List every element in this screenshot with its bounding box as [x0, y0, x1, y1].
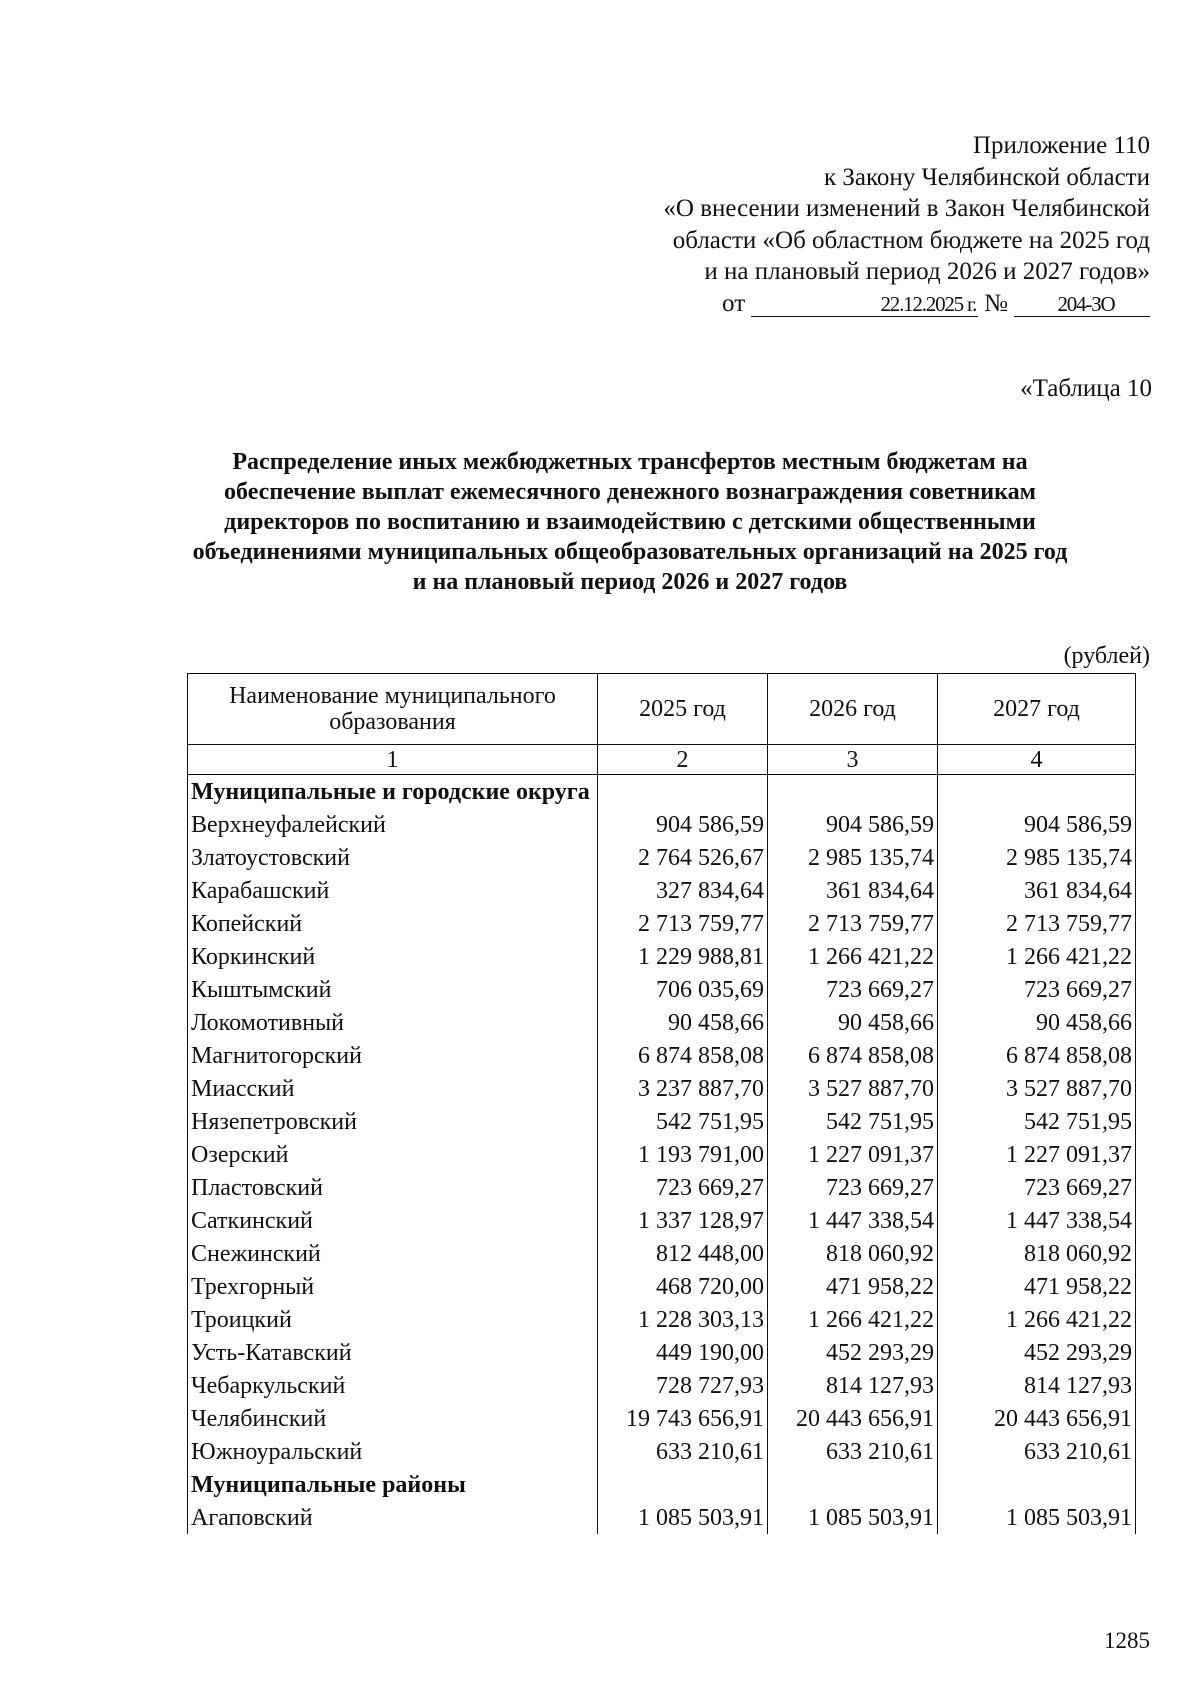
- municipality-name: Усть-Катавский: [188, 1336, 598, 1369]
- table-row: [188, 841, 1136, 874]
- law-date: 22.12.2025 г.: [751, 292, 978, 317]
- value-2027: 1 266 421,22: [938, 1303, 1136, 1336]
- value-2025: 2 713 759,77: [598, 907, 768, 940]
- value-2027: 904 586,59: [938, 808, 1136, 841]
- appendix-line: области «Об областном бюджете на 2025 год: [672, 226, 1150, 254]
- value-2026: 6 874 858,08: [768, 1039, 938, 1072]
- table-row: [188, 775, 1136, 809]
- municipality-name: Коркинский: [188, 940, 598, 973]
- municipality-name: Миасский: [188, 1072, 598, 1105]
- value-2027: 723 669,27: [938, 1171, 1136, 1204]
- municipality-name: Трехгорный: [188, 1270, 598, 1303]
- header-municipality: Наименование муниципального образования: [188, 674, 598, 745]
- value-2027: 633 210,61: [938, 1435, 1136, 1468]
- municipality-name: Карабашский: [188, 874, 598, 907]
- municipality-name: Магнитогорский: [188, 1039, 598, 1072]
- table-row: [188, 1303, 1136, 1336]
- municipality-name: Кыштымский: [188, 973, 598, 1006]
- table-row: [188, 1105, 1136, 1138]
- value-2026: 90 458,66: [768, 1006, 938, 1039]
- value-2027: 3 527 887,70: [938, 1072, 1136, 1105]
- units-label: (рублей): [1063, 643, 1150, 669]
- column-number: 2: [598, 745, 768, 775]
- value-2025: 449 190,00: [598, 1336, 768, 1369]
- table-row: [188, 1270, 1136, 1303]
- value-2026: 1 266 421,22: [768, 1303, 938, 1336]
- table-header-row: [188, 674, 1136, 745]
- value-2025: 6 874 858,08: [598, 1039, 768, 1072]
- value-2026: 20 443 656,91: [768, 1402, 938, 1435]
- municipality-name: Челябинский: [188, 1402, 598, 1435]
- value-2025: 90 458,66: [598, 1006, 768, 1039]
- value-2027: 452 293,29: [938, 1336, 1136, 1369]
- municipality-name: Чебаркульский: [188, 1369, 598, 1402]
- municipality-name: Озерский: [188, 1138, 598, 1171]
- value-2026: [768, 1468, 938, 1501]
- number-label: №: [984, 289, 1008, 317]
- value-2027: [938, 775, 1136, 809]
- value-2025: 3 237 887,70: [598, 1072, 768, 1105]
- value-2026: 1 085 503,91: [768, 1501, 938, 1534]
- municipality-name: Локомотивный: [188, 1006, 598, 1039]
- table-row: [188, 973, 1136, 1006]
- header-2025: 2025 год: [598, 674, 768, 745]
- value-2025: 904 586,59: [598, 808, 768, 841]
- table-body: [188, 775, 1136, 1535]
- title-line: директоров по воспитанию и взаимодействию с детскими общественными: [224, 509, 1036, 535]
- column-number: 3: [768, 745, 938, 775]
- value-2027: 2 713 759,77: [938, 907, 1136, 940]
- value-2027: 1 227 091,37: [938, 1138, 1136, 1171]
- value-2026: 1 447 338,54: [768, 1204, 938, 1237]
- value-2026: 3 527 887,70: [768, 1072, 938, 1105]
- municipality-name: Копейский: [188, 907, 598, 940]
- municipality-name: Троицкий: [188, 1303, 598, 1336]
- value-2027: 814 127,93: [938, 1369, 1136, 1402]
- value-2025: 633 210,61: [598, 1435, 768, 1468]
- table-row: [188, 1402, 1136, 1435]
- table-row: [188, 940, 1136, 973]
- table-row: [188, 1204, 1136, 1237]
- value-2027: 471 958,22: [938, 1270, 1136, 1303]
- column-number: 4: [938, 745, 1136, 775]
- value-2027: 6 874 858,08: [938, 1039, 1136, 1072]
- page-number: 1285: [1104, 1628, 1150, 1653]
- value-2026: 723 669,27: [768, 973, 938, 1006]
- title-line: объединениями муниципальных общеобразовательных организаций на 2025 год: [192, 539, 1068, 565]
- value-2025: [598, 1468, 768, 1501]
- municipality-name: Муниципальные и городские округа: [188, 775, 598, 809]
- table-row: [188, 1336, 1136, 1369]
- value-2027: 1 447 338,54: [938, 1204, 1136, 1237]
- value-2026: 1 227 091,37: [768, 1138, 938, 1171]
- value-2025: 1 085 503,91: [598, 1501, 768, 1534]
- value-2025: 1 229 988,81: [598, 940, 768, 973]
- table-row: [188, 1138, 1136, 1171]
- municipality-name: Пластовский: [188, 1171, 598, 1204]
- title-line: Распределение иных межбюджетных трансфертов местным бюджетам на: [232, 449, 1028, 475]
- value-2026: 542 751,95: [768, 1105, 938, 1138]
- transfers-table: [187, 673, 1136, 1534]
- law-number: 204-ЗО: [1014, 292, 1150, 317]
- value-2026: 361 834,64: [768, 874, 938, 907]
- municipality-name: Нязепетровский: [188, 1105, 598, 1138]
- appendix-line: к Закону Челябинской области: [824, 163, 1150, 191]
- value-2025: 542 751,95: [598, 1105, 768, 1138]
- value-2025: 728 727,93: [598, 1369, 768, 1402]
- table-row: [188, 1171, 1136, 1204]
- municipality-name: Муниципальные районы: [188, 1468, 598, 1501]
- value-2027: 2 985 135,74: [938, 841, 1136, 874]
- value-2027: [938, 1468, 1136, 1501]
- value-2026: [768, 775, 938, 809]
- municipality-name: Агаповский: [188, 1501, 598, 1534]
- municipality-name: Верхнеуфалейский: [188, 808, 598, 841]
- table-row: [188, 874, 1136, 907]
- table-row: [188, 1468, 1136, 1501]
- value-2026: 633 210,61: [768, 1435, 938, 1468]
- value-2027: 1 085 503,91: [938, 1501, 1136, 1534]
- value-2027: 90 458,66: [938, 1006, 1136, 1039]
- value-2025: 19 743 656,91: [598, 1402, 768, 1435]
- value-2025: 1 337 128,97: [598, 1204, 768, 1237]
- header-2026: 2026 год: [768, 674, 938, 745]
- appendix-header: [663, 130, 1150, 319]
- value-2026: 904 586,59: [768, 808, 938, 841]
- value-2025: 723 669,27: [598, 1171, 768, 1204]
- value-2025: 1 228 303,13: [598, 1303, 768, 1336]
- table-label: «Таблица 10: [1020, 375, 1152, 402]
- value-2027: 1 266 421,22: [938, 940, 1136, 973]
- table-row: [188, 1501, 1136, 1534]
- value-2025: 812 448,00: [598, 1237, 768, 1270]
- value-2027: 723 669,27: [938, 973, 1136, 1006]
- value-2026: 452 293,29: [768, 1336, 938, 1369]
- value-2025: 327 834,64: [598, 874, 768, 907]
- appendix-line: и на плановый период 2026 и 2027 годов»: [704, 258, 1150, 285]
- municipality-name: Саткинский: [188, 1204, 598, 1237]
- municipality-name: Златоустовский: [188, 841, 598, 874]
- title-line: и на плановый период 2026 и 2027 годов: [412, 569, 848, 595]
- value-2025: [598, 775, 768, 809]
- table-row: [188, 1006, 1136, 1039]
- table-row: [188, 1072, 1136, 1105]
- header-2027: 2027 год: [938, 674, 1136, 745]
- table-row: [188, 808, 1136, 841]
- appendix-line: Приложение 110: [972, 132, 1150, 159]
- value-2025: 2 764 526,67: [598, 841, 768, 874]
- value-2026: 2 985 135,74: [768, 841, 938, 874]
- value-2026: 1 266 421,22: [768, 940, 938, 973]
- value-2026: 814 127,93: [768, 1369, 938, 1402]
- table-row: [188, 907, 1136, 940]
- value-2025: 1 193 791,00: [598, 1138, 768, 1171]
- value-2026: 471 958,22: [768, 1270, 938, 1303]
- municipality-name: Снежинский: [188, 1237, 598, 1270]
- table-row: [188, 1039, 1136, 1072]
- table-row: [188, 1237, 1136, 1270]
- value-2026: 818 060,92: [768, 1237, 938, 1270]
- table-row: [188, 1435, 1136, 1468]
- column-number: 1: [188, 745, 598, 775]
- value-2027: 818 060,92: [938, 1237, 1136, 1270]
- municipality-name: Южноуральский: [188, 1435, 598, 1468]
- value-2027: 20 443 656,91: [938, 1402, 1136, 1435]
- value-2027: 361 834,64: [938, 874, 1136, 907]
- document-title: [160, 447, 1100, 597]
- law-date-line: [663, 288, 1150, 320]
- value-2026: 2 713 759,77: [768, 907, 938, 940]
- value-2027: 542 751,95: [938, 1105, 1136, 1138]
- column-number-row: [188, 745, 1136, 775]
- value-2025: 706 035,69: [598, 973, 768, 1006]
- appendix-line: «О внесении изменений в Закон Челябинской: [663, 195, 1150, 222]
- from-label: от: [722, 289, 746, 317]
- value-2025: 468 720,00: [598, 1270, 768, 1303]
- value-2026: 723 669,27: [768, 1171, 938, 1204]
- table-row: [188, 1369, 1136, 1402]
- title-line: обеспечение выплат ежемесячного денежного вознаграждения советникам: [224, 479, 1036, 505]
